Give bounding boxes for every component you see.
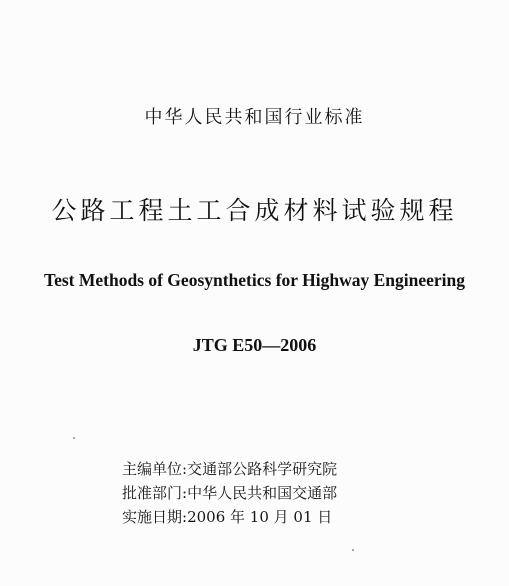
info-value: 2006 年 10 月 01 日 [187,508,333,526]
chinese-title: 公路工程土工合成材料试验规程 [51,196,458,225]
standard-code: JTG E50—2006 [192,335,317,355]
info-label: 实施日期 [122,508,183,526]
info-value: 中华人民共和国交通部 [187,484,338,502]
publication-info [122,457,337,529]
info-separator: : [182,508,188,526]
scan-speck [352,549,354,551]
industry-standard-heading: 中华人民共和国行业标准 [144,107,365,128]
info-label: 主编单位 [122,460,183,478]
info-row-approver [122,481,337,505]
info-separator: : [182,484,188,502]
info-value: 交通部公路科学研究院 [187,460,338,478]
info-separator: : [182,460,188,478]
info-label: 批准部门 [122,484,183,502]
english-title: Test Methods of Geosynthetics for Highway Engineering [44,270,465,290]
scan-speck [73,437,75,439]
info-row-editor [122,457,337,481]
info-row-effective-date [122,505,337,529]
